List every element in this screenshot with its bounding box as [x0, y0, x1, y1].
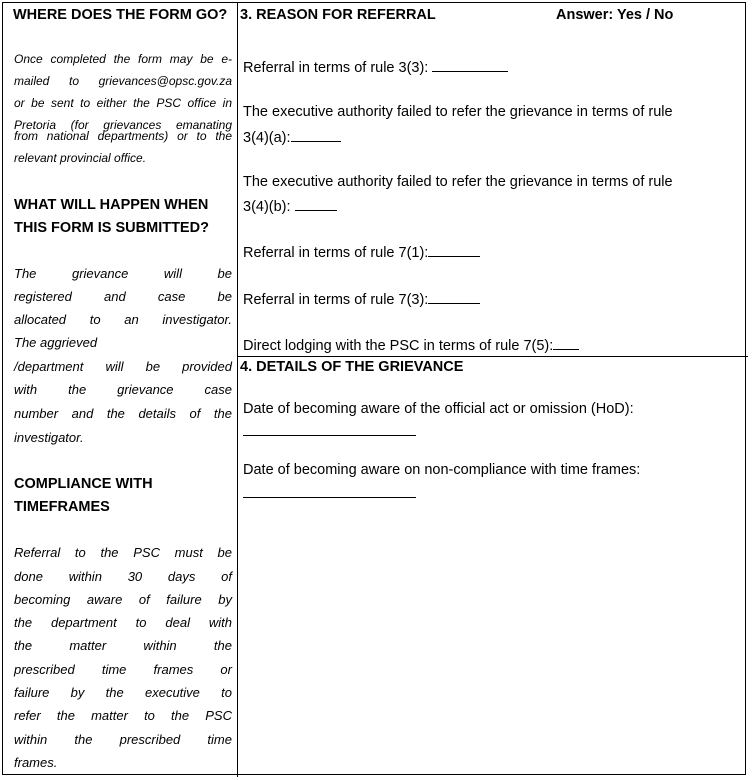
what-line: The grievance will be: [14, 266, 232, 281]
what-line: registered and case be: [14, 289, 232, 304]
what-heading-line2: THIS FORM IS SUBMITTED?: [14, 220, 209, 236]
referral-3-4a-answer-field[interactable]: [291, 128, 341, 142]
direct-lodging-7-5-label: Direct lodging with the PSC in terms of rule 7(5):: [243, 338, 554, 354]
where-heading: WHERE DOES THE FORM GO?: [13, 7, 228, 23]
referral-3-4a-label: 3(4)(a):: [243, 130, 291, 146]
where-line: Once completed the form may be e-: [14, 52, 232, 66]
compliance-line: done within 30 days of: [14, 569, 232, 584]
what-line: /department will be provided: [14, 359, 232, 374]
compliance-line: the matter within the: [14, 638, 232, 653]
what-line: with the grievance case: [14, 382, 232, 397]
what-line: number and the details of the: [14, 406, 232, 421]
section-divider: [237, 356, 748, 357]
referral-3-4b-row: [243, 197, 337, 215]
referral-3-4b-label: 3(4)(b):: [243, 199, 291, 215]
referral-7-1-row: [243, 243, 480, 261]
compliance-heading-line2: TIMEFRAMES: [14, 499, 110, 515]
direct-lodging-7-5-answer-field[interactable]: [553, 336, 579, 350]
referral-3-4a-row: [243, 128, 341, 146]
date-aware-noncompliance-label: Date of becoming aware on non-compliance with time frames:: [243, 462, 641, 478]
compliance-line: within the prescribed time: [14, 732, 232, 747]
what-line: The aggrieved: [14, 335, 98, 350]
compliance-line: Referral to the PSC must be: [14, 545, 232, 560]
date-aware-noncompliance-field[interactable]: [243, 483, 416, 498]
compliance-line: failure by the executive to: [14, 685, 232, 700]
referral-3-3-answer-field[interactable]: [432, 58, 508, 72]
compliance-line: becoming aware of failure by: [14, 592, 232, 607]
referral-3-3-row: [243, 58, 508, 76]
where-line: from national departments) or to the: [14, 129, 232, 143]
column-divider: [237, 2, 238, 777]
where-line: or be sent to either the PSC office in: [14, 96, 232, 110]
date-aware-official-act-label: Date of becoming aware of the official act or omission (HoD):: [243, 401, 634, 417]
referral-7-1-label: Referral in terms of rule 7(1):: [243, 245, 429, 261]
where-line: Pretoria (for grievances emanating: [14, 118, 232, 132]
compliance-line: frames.: [14, 755, 58, 770]
answer-label: Answer: Yes / No: [556, 7, 674, 23]
referral-7-3-label: Referral in terms of rule 7(3):: [243, 292, 429, 308]
what-line: investigator.: [14, 430, 84, 445]
referral-3-4a-label-line1: The executive authority failed to refer the grievance in terms of rule: [243, 104, 673, 120]
referral-7-3-row: [243, 290, 480, 308]
what-heading-line1: WHAT WILL HAPPEN WHEN: [14, 197, 209, 213]
date-aware-official-act-field[interactable]: [243, 421, 416, 436]
compliance-line: refer the matter to the PSC: [14, 708, 232, 723]
what-line: allocated to an investigator.: [14, 312, 232, 327]
direct-lodging-7-5-row: [243, 336, 579, 354]
where-line: relevant provincial office.: [14, 151, 147, 165]
referral-7-1-answer-field[interactable]: [428, 243, 480, 257]
section3-heading: 3. REASON FOR REFERRAL: [240, 7, 436, 23]
compliance-heading-line1: COMPLIANCE WITH: [14, 476, 153, 492]
section4-heading: 4. DETAILS OF THE GRIEVANCE: [240, 359, 464, 375]
compliance-line: the department to deal with: [14, 615, 232, 630]
referral-3-3-label: Referral in terms of rule 3(3):: [243, 60, 429, 76]
where-line: mailed to grievances@opsc.gov.za: [14, 74, 232, 88]
referral-3-4b-answer-field[interactable]: [295, 197, 337, 211]
referral-3-4b-label-line1: The executive authority failed to refer the grievance in terms of rule: [243, 174, 673, 190]
compliance-line: prescribed time frames or: [14, 662, 232, 677]
referral-7-3-answer-field[interactable]: [428, 290, 480, 304]
